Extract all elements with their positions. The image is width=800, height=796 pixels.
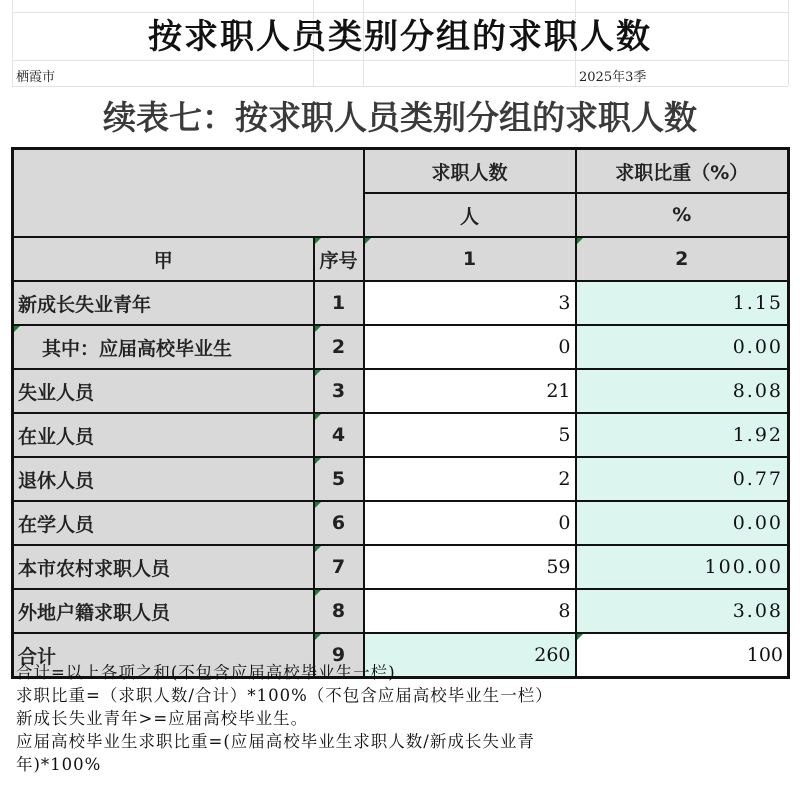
gridline [12, 12, 788, 13]
row-label: 失业人员 [13, 369, 314, 413]
table-row [13, 325, 789, 369]
row-ratio: 3.08 [576, 589, 789, 633]
seq-col-header: 序号 [314, 237, 364, 281]
region-label: 栖霞市 [16, 70, 56, 85]
col-num-1: 1 [364, 237, 576, 281]
data-table [11, 147, 790, 679]
row-label: 退休人员 [13, 457, 314, 501]
row-seq: 9 [314, 633, 364, 678]
row-ratio: 0.77 [576, 457, 789, 501]
row-label: 合计 [13, 633, 314, 678]
row-ratio: 1.15 [576, 281, 789, 325]
row-count[interactable]: 2 [364, 457, 576, 501]
unit-ratio: % [576, 193, 789, 237]
row-count[interactable]: 8 [364, 589, 576, 633]
unit-count: 人 [364, 193, 576, 237]
row-count[interactable]: 0 [364, 325, 576, 369]
header-blank [13, 149, 364, 238]
table-row [13, 413, 789, 457]
row-count[interactable]: 59 [364, 545, 576, 589]
period-label: 2025年3季 [579, 70, 647, 85]
row-count[interactable]: 5 [364, 413, 576, 457]
table-row [13, 501, 789, 545]
label-col-header: 甲 [13, 237, 314, 281]
header-row [13, 149, 789, 194]
row-ratio: 8.08 [576, 369, 789, 413]
footnote: 新成长失业青年>=应届高校毕业生。 [16, 709, 309, 728]
row-ratio: 0.00 [576, 325, 789, 369]
table-row [13, 281, 789, 325]
column-number-row [13, 237, 789, 281]
row-label: 在业人员 [13, 413, 314, 457]
table-row [13, 545, 789, 589]
row-ratio: 0.00 [576, 501, 789, 545]
header-count: 求职人数 [364, 149, 576, 194]
row-label: 外地户籍求职人员 [13, 589, 314, 633]
row-count[interactable]: 21 [364, 369, 576, 413]
row-count[interactable]: 0 [364, 501, 576, 545]
row-seq: 4 [314, 413, 364, 457]
row-label: 本市农村求职人员 [13, 545, 314, 589]
row-seq: 5 [314, 457, 364, 501]
page-title: 按求职人员类别分组的求职人数 [148, 17, 652, 57]
footnote: 应届高校毕业生求职比重=(应届高校毕业生求职人数/新成长失业青 年)*100% [16, 732, 535, 774]
col-num-2: 2 [576, 237, 789, 281]
row-seq: 7 [314, 545, 364, 589]
row-seq: 1 [314, 281, 364, 325]
row-label: 其中：应届高校毕业生 [13, 325, 314, 369]
table-title: 续表七：按求职人员类别分组的求职人数 [103, 98, 697, 137]
row-count: 260 [364, 633, 576, 678]
row-seq: 6 [314, 501, 364, 545]
row-label: 在学人员 [13, 501, 314, 545]
row-ratio: 1.92 [576, 413, 789, 457]
row-seq: 3 [314, 369, 364, 413]
table-row [13, 457, 789, 501]
gridline [12, 86, 788, 87]
footnote: 求职比重=（求职人数/合计）*100%（不包含应届高校毕业生一栏） [16, 686, 553, 705]
footnote: 合计=以上各项之和(不包含应届高校毕业生一栏) [16, 663, 396, 682]
row-ratio: 100 [576, 633, 789, 678]
row-seq: 2 [314, 325, 364, 369]
table-row [13, 589, 789, 633]
gridline [12, 60, 788, 61]
header-ratio: 求职比重（%） [576, 149, 789, 194]
row-label: 新成长失业青年 [13, 281, 314, 325]
row-seq: 8 [314, 589, 364, 633]
row-ratio: 100.00 [576, 545, 789, 589]
footnotes [16, 661, 716, 776]
table-row [13, 369, 789, 413]
row-count[interactable]: 3 [364, 281, 576, 325]
